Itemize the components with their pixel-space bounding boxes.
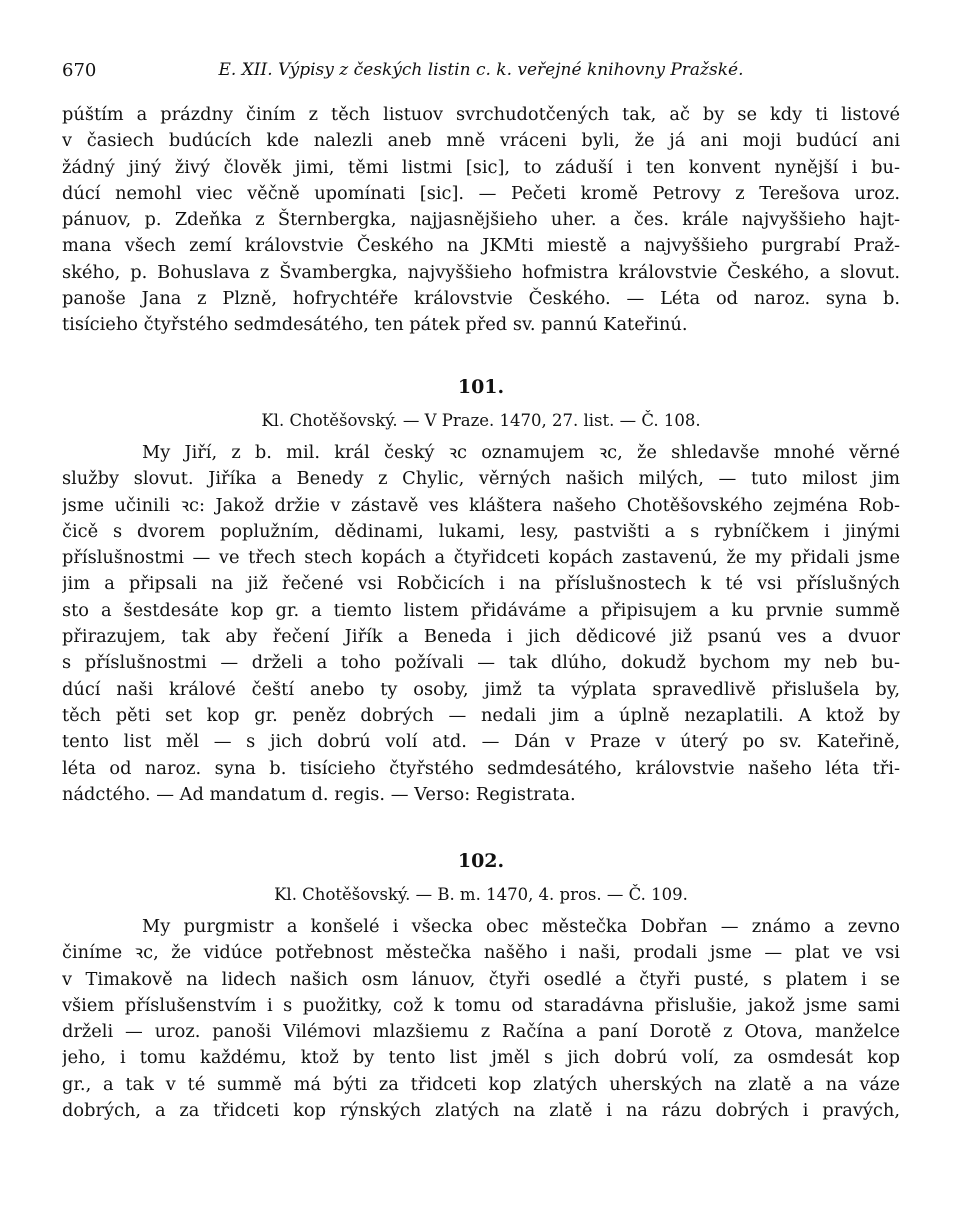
text-line: čicě s dvorem poplužním, dědinami, lukami, lesy, pastvišti a s rybníčkem i jinými: [62, 520, 900, 542]
page-number: 670: [62, 60, 97, 81]
text-line: jeho, i tomu každému, ktož by tento list jměl s jich dobrú volí, za osmdesát kop: [62, 1047, 900, 1069]
text-line: služby slovut. Jiříka a Benedy z Chylic, věrných našich milých, — tuto milost jim: [62, 468, 900, 490]
text-line: dúcí naši králové čeští anebo ty osoby, jimž ta výplata spravedlivě přislušela by,: [62, 678, 900, 700]
text-line: tisícieho čtyřstého sedmdesátého, ten pátek před sv. pannú Kateřinú.: [62, 314, 688, 336]
text-line: činíme ꝛc, že vidúce potřebnost městečka našěho i naši, prodali jsme — plat ve vsi: [62, 942, 900, 964]
text-line: jsme učinili ꝛc: Jakož držie v zástavě ves kláštera našeho Chotěšovského zejména Rob-: [62, 494, 900, 516]
doc-102-heading: [62, 848, 900, 908]
text-line: My purgmistr a konšelé i všecka obec městečka Dobřan — známo a zevno: [142, 916, 900, 937]
doc-number: 102.: [457, 850, 505, 872]
doc-source: Kl. Chotěšovský. — B. m. 1470, 4. pros. — Č. 109.: [274, 885, 688, 904]
text-line: dobrých, a za třidceti kop rýnských zlatých na zlatě i na rázu dobrých i pravých,: [62, 1100, 900, 1122]
text-line: s příslušnostmi — drželi a toho požívali — tak dlúho, dokudž bychom my neb bu-: [62, 652, 900, 674]
text-line: nádctého. — Ad mandatum d. regis. — Verso: Registrata.: [62, 783, 576, 805]
text-line: ského, p. Bohuslava z Švambergka, najvyššieho hofmistra královstvie Českého, a slovut.: [62, 261, 900, 283]
text-line: panoše Jana z Plzně, hofrychtéře královstvie Českého. — Léta od naroz. syna b.: [62, 288, 900, 310]
text-line: příslušnostmi — ve třech stech kopách a čtyřidceti kopách zastavenú, že my přidali jsme: [62, 547, 900, 569]
text-line: v časiech budúcích kde nalezli aneb mně vráceni byli, že já ani moji budúcí ani: [62, 130, 900, 152]
doc-source: Kl. Chotěšovský. — V Praze. 1470, 27. list. — Č. 108.: [261, 411, 701, 430]
text-line: gr., a tak v té summě má býti za třidceti kop zlatých uherských na zlatě a na váze: [62, 1073, 900, 1095]
continuation-paragraph: [62, 102, 900, 339]
text-line: léta od naroz. syna b. tisícieho čtyřstého sedmdesátého, královstvie našeho léta tři-: [62, 757, 900, 779]
text-line: jim a připsali na již řečené vsi Robčicích i na příslušnostech k té vsi příslušných: [62, 573, 900, 595]
text-line: žádný jiný živý člověk jimi, těmi listmi [sic], to záduší i ten konvent nynější i bu-: [62, 156, 900, 178]
doc-number: 101.: [457, 376, 505, 398]
text-line: pánuov, p. Zdeňka z Šternbergka, najjasnějšieho uher. a čes. krále najvyššieho hajt-: [62, 209, 900, 231]
text-line: těch pěti set kop gr. peněz dobrých — nedali jim a úplně nezaplatili. A ktož by: [62, 704, 900, 726]
doc-102-body: [62, 914, 900, 1124]
text-line: dúcí nemohl viec věčně upomínati [sic]. — Pečeti kromě Petrovy z Terešova uroz.: [62, 182, 900, 204]
doc-101-body: [62, 440, 900, 808]
running-title: E. XII. Výpisy z českých listin c. k. veřejné knihovny Pražské.: [218, 60, 744, 80]
text-line: sto a šestdesáte kop gr. a tiemto listem přidáváme a připisujem a ku prvnie summě: [62, 599, 900, 621]
text-line: tento list měl — s jich dobrú volí atd. — Dán v Praze v úterý po sv. Kateřině,: [62, 731, 900, 753]
text-line: v Timakově na lidech našich osm lánuov, čtyři osedlé a čtyři pusté, s platem i se: [62, 968, 900, 990]
text-line: My Jiří, z b. mil. král český ꝛc oznamujem ꝛc, že shledavše mnohé věrné: [142, 442, 900, 463]
doc-101-heading: [62, 374, 900, 434]
text-line: drželi — uroz. panoši Vilémovi mlazšiemu z Račína a paní Dorotě z Otova, manželce: [62, 1021, 900, 1043]
text-line: všiem příslušenstvím i s puožitky, což k tomu od staradávna přislušie, jakož jsme sami: [62, 994, 900, 1016]
text-line: mana všech zemí královstvie Českého na JKMti miestě a najvyššieho purgrabí Praž-: [62, 235, 900, 257]
text-line: púštím a prázdny činím z těch listuov svrchudotčených tak, ač by se kdy ti listové: [62, 104, 900, 125]
text-line: přirazujem, tak aby řečení Jiřík a Beneda i jich dědicové již psanú ves a dvuor: [62, 626, 900, 648]
running-head: [62, 60, 900, 86]
